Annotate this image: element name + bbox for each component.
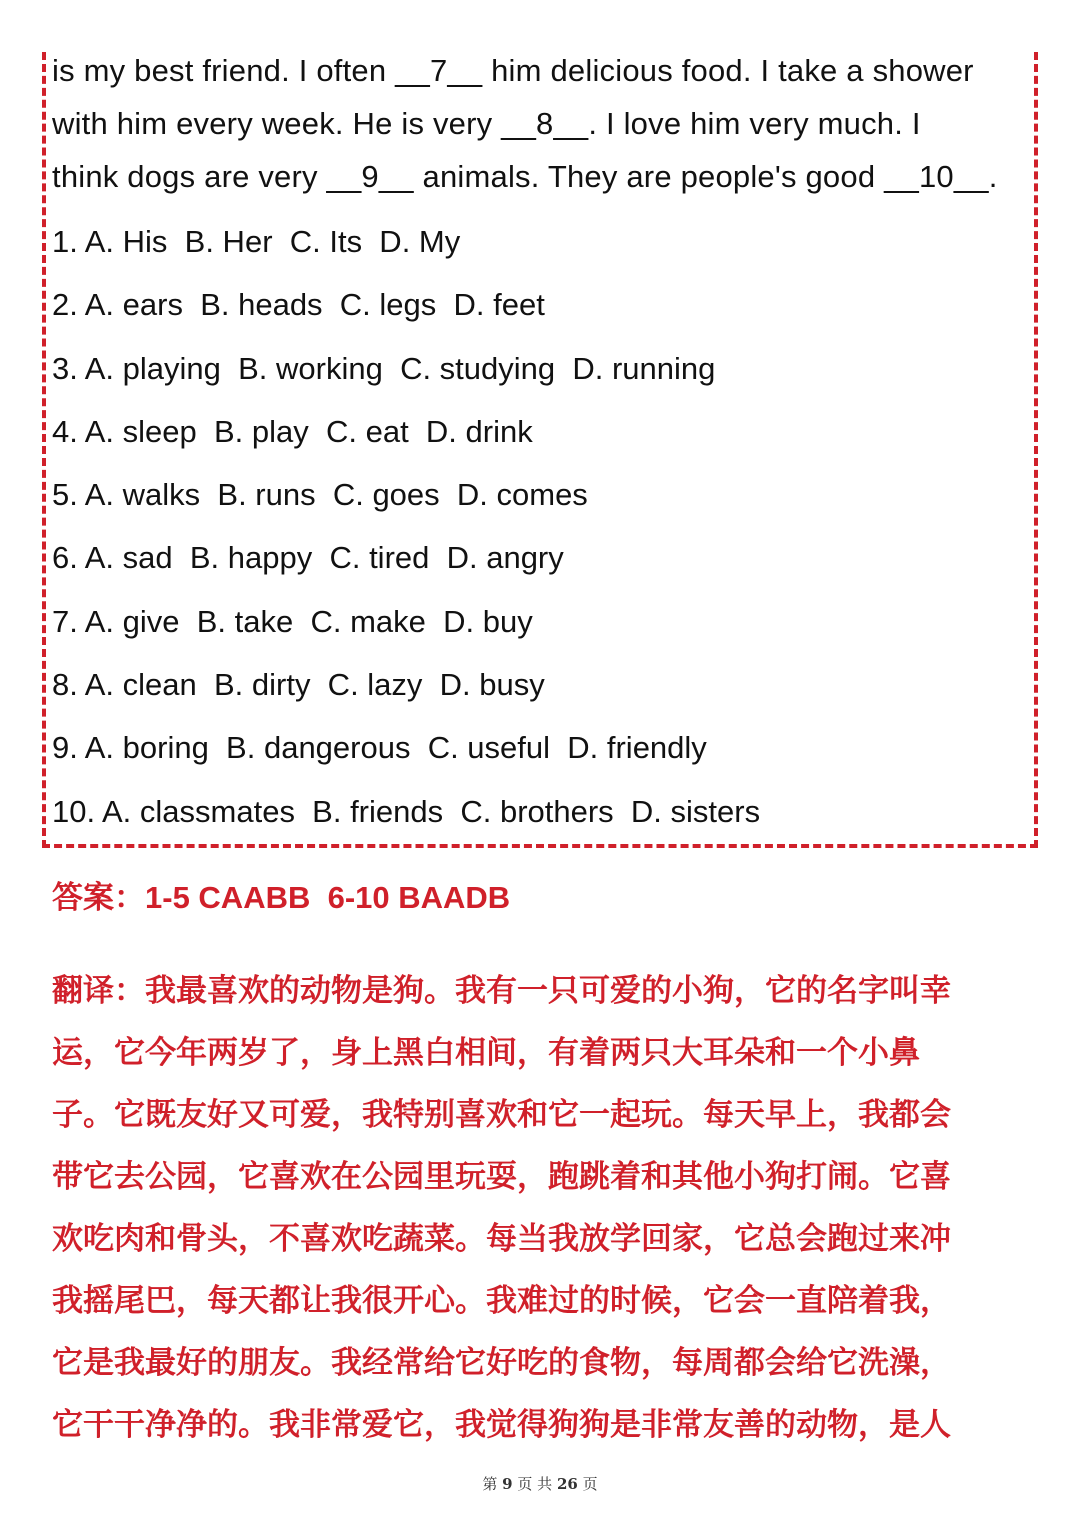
translation-line: 我摇尾巴，每天都让我很开心。我难过的时候，它会一直陪着我， (52, 1283, 951, 1319)
question-list (52, 210, 760, 843)
question-item: 5. A. walks B. runs C. goes D. comes (52, 477, 588, 513)
current-page-number: 9 (502, 1475, 513, 1493)
question-item: 4. A. sleep B. play C. eat D. drink (52, 413, 533, 449)
translation-line: 翻译：我最喜欢的动物是狗。我有一只可爱的小狗，它的名字叫幸 (52, 973, 951, 1009)
question-item: 1. A. His B. Her C. Its D. My (52, 224, 461, 259)
footer-middle: 页 共 (517, 1475, 553, 1493)
passage-line: with him every week. He is very __8__. I love him very much. I (52, 106, 921, 141)
translation-line: 欢吃肉和骨头，不喜欢吃蔬菜。每当我放学回家，它总会跑过来冲 (52, 1221, 951, 1257)
translation-line: 它是我最好的朋友。我经常给它好吃的食物，每周都会给它洗澡， (52, 1345, 951, 1381)
passage-line: think dogs are very __9__ animals. They are people's good __10__. (52, 159, 998, 194)
question-item: 3. A. playing B. working C. studying D. running (52, 350, 716, 386)
question-item: 10. A. classmates B. friends C. brothers D. sisters (52, 793, 761, 829)
question-item: 7. A. give B. take C. make D. buy (52, 603, 533, 639)
translation-line: 子。它既友好又可爱，我特别喜欢和它一起玩。每天早上，我都会 (52, 1097, 951, 1133)
translation-line: 它干干净净的。我非常爱它，我觉得狗狗是非常友善的动物，是人 (52, 1407, 951, 1443)
translation-text (52, 960, 1012, 1456)
question-item: 6. A. sad B. happy C. tired D. angry (52, 540, 564, 576)
question-item: 9. A. boring B. dangerous C. useful D. friendly (52, 730, 707, 766)
total-page-count: 26 (556, 1475, 578, 1493)
answer-key: 答案：1-5 CAABB 6-10 BAADB (52, 880, 511, 915)
passage-text (52, 44, 1042, 203)
translation-line: 运，它今年两岁了，身上黑白相间，有着两只大耳朵和一个小鼻 (52, 1035, 920, 1071)
question-item: 8. A. clean B. dirty C. lazy D. busy (52, 667, 545, 703)
page-footer (0, 1473, 1080, 1495)
translation-line: 带它去公园，它喜欢在公园里玩耍，跑跳着和其他小狗打闹。它喜 (52, 1159, 951, 1195)
passage-line: is my best friend. I often __7__ him delicious food. I take a shower (52, 53, 974, 88)
footer-suffix: 页 (582, 1475, 598, 1493)
footer-prefix: 第 (482, 1475, 498, 1493)
question-item: 2. A. ears B. heads C. legs D. feet (52, 287, 545, 323)
